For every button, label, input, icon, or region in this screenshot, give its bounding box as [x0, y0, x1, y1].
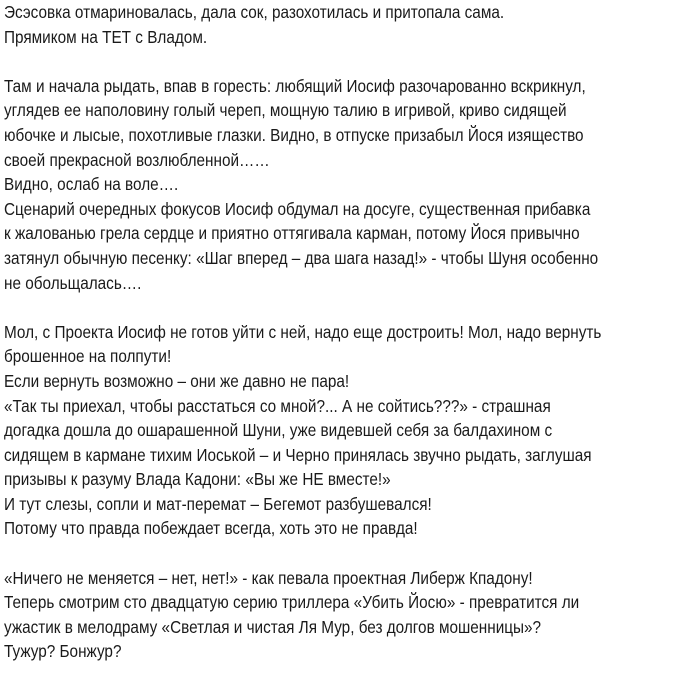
text-line: призывы к разуму Влада Кадони: «Вы же НЕ вместе!»: [4, 469, 391, 490]
text-line: «Ничего не меняется – нет, нет!» - как певала проектная Либерж Кпадону!: [4, 567, 533, 588]
text-line: сидящем в кармане тихим Иоськой – и Черно принялась звучно рыдать, заглушая: [4, 444, 592, 465]
text-line: Видно, ослаб на воле….: [4, 174, 179, 195]
paragraph-gap: [4, 295, 699, 320]
text-line: догадка дошла до ошарашенной Шуни, уже видевшей себя за балдахином с: [4, 420, 553, 441]
paragraph-4: [4, 566, 699, 664]
paragraph-1: [4, 0, 699, 49]
paragraph-2: [4, 74, 699, 295]
text-line: Если вернуть возможно – они же давно не пара!: [4, 370, 350, 391]
text-line: к жалованью грела сердце и приятно оттягивала карман, потому Йося привычно: [4, 223, 580, 244]
text-line: юбочке и лысые, похотливые глазки. Видно, в отпуске призабыл Йося изящество: [4, 124, 584, 145]
text-line: затянул обычную песенку: «Шаг вперед – два шага назад!» - чтобы Шуня особенно: [4, 247, 599, 268]
text-line: углядев ее наполовину голый череп, мощную талию в игривой, криво сидящей: [4, 100, 567, 121]
text-line: ужастик в мелодраму «Светлая и чистая Ля Мур, без долгов мошенницы»?: [4, 616, 542, 637]
text-line: Эсэсовка отмариновалась, дала сок, разохотилась и притопала сама.: [4, 2, 505, 22]
paragraph-gap: [4, 541, 699, 566]
text-line: не обольщалась….: [4, 272, 142, 293]
article-body: [4, 0, 699, 664]
text-line: Там и начала рыдать, впав в горесть: любящий Иосиф разочарованно вскрикнул,: [4, 75, 586, 96]
paragraph-3: [4, 320, 699, 541]
paragraph-gap: [4, 49, 699, 74]
text-line: Теперь смотрим сто двадцатую серию триллера «Убить Йосю» - превратится ли: [4, 592, 580, 613]
text-line: своей прекрасной возлюбленной……: [4, 149, 270, 170]
text-line: Прямиком на ТЕТ с Владом.: [4, 26, 208, 47]
text-line: Потому что правда побеждает всегда, хоть это не правда!: [4, 518, 418, 539]
text-line: Мол, с Проекта Иосиф не готов уйти с ней, надо еще достроить! Мол, надо вернуть: [4, 321, 602, 342]
text-line: И тут слезы, сопли и мат-перемат – Бегемот разбушевался!: [4, 493, 432, 514]
text-line: брошенное на полпути!: [4, 346, 172, 367]
text-line: Сценарий очередных фокусов Иосиф обдумал на досуге, существенная прибавка: [4, 198, 591, 219]
text-line: «Так ты приехал, чтобы расстаться со мной?... А не сойтись???» - страшная: [4, 395, 551, 416]
text-line: Тужур? Бонжур?: [4, 641, 122, 662]
